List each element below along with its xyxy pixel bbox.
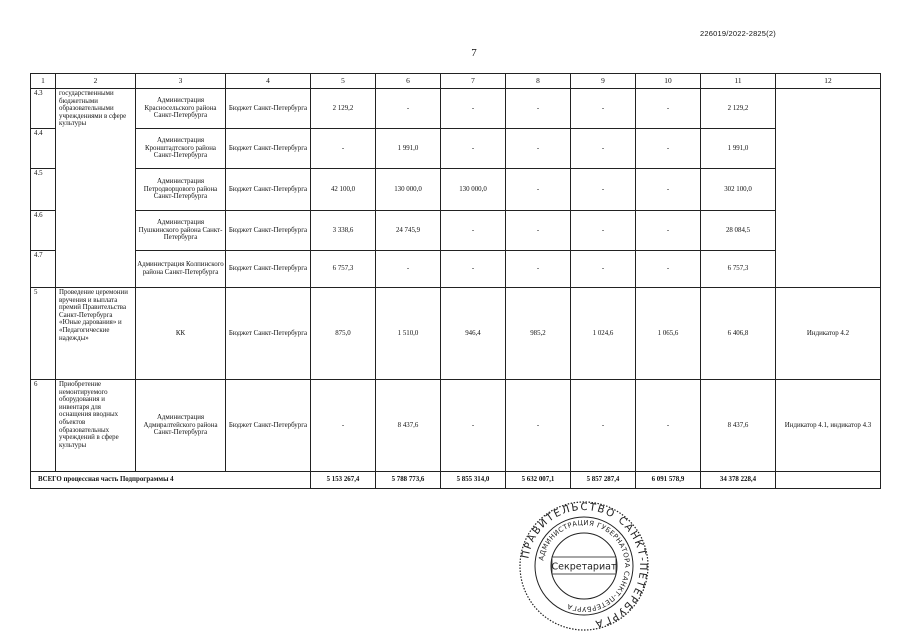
funding-source-cell: Бюджет Санкт-Петербурга bbox=[226, 380, 311, 472]
executor-cell: Администрация Колпинского района Санкт-Петербурга bbox=[136, 251, 226, 288]
total-year-value: 5 788 773,6 bbox=[376, 472, 441, 489]
funding-source-cell: Бюджет Санкт-Петербурга bbox=[226, 169, 311, 211]
year-value: 2 129,2 bbox=[311, 89, 376, 129]
year-value: 1 510,0 bbox=[376, 288, 441, 380]
column-number: 10 bbox=[636, 74, 701, 89]
year-value: 42 100,0 bbox=[311, 169, 376, 211]
year-value: 1 024,6 bbox=[571, 288, 636, 380]
year-value: - bbox=[636, 211, 701, 251]
budget-table bbox=[30, 73, 881, 489]
year-value: - bbox=[376, 251, 441, 288]
column-number: 1 bbox=[31, 74, 56, 89]
year-value: - bbox=[441, 251, 506, 288]
year-value: - bbox=[506, 211, 571, 251]
year-value: - bbox=[571, 380, 636, 472]
column-number: 9 bbox=[571, 74, 636, 89]
year-value: - bbox=[441, 89, 506, 129]
year-value: - bbox=[311, 380, 376, 472]
row-number: 4.7 bbox=[31, 251, 56, 288]
total-value: 6 406,8 bbox=[701, 288, 776, 380]
funding-source-cell: Бюджет Санкт-Петербурга bbox=[226, 251, 311, 288]
year-value: - bbox=[571, 89, 636, 129]
executor-cell: Администрация Петродворцового района Санкт-Петербурга bbox=[136, 169, 226, 211]
year-value: - bbox=[636, 129, 701, 169]
funding-source-cell: Бюджет Санкт-Петербурга bbox=[226, 89, 311, 129]
column-number: 11 bbox=[701, 74, 776, 89]
column-number: 8 bbox=[506, 74, 571, 89]
table-row bbox=[31, 211, 881, 251]
year-value: 24 745,9 bbox=[376, 211, 441, 251]
year-value: - bbox=[636, 380, 701, 472]
year-value: 6 757,3 bbox=[311, 251, 376, 288]
total-year-value: 6 091 578,9 bbox=[636, 472, 701, 489]
total-value: 2 129,2 bbox=[701, 89, 776, 129]
year-value: - bbox=[506, 129, 571, 169]
table-row bbox=[31, 251, 881, 288]
stamp-inner-text: АДМИНИСТРАЦИЯ ГУБЕРНАТОРА САНКТ-ПЕТЕРБУРГА bbox=[537, 518, 632, 614]
year-value: - bbox=[441, 380, 506, 472]
total-value: 6 757,3 bbox=[701, 251, 776, 288]
row-number: 5 bbox=[31, 288, 56, 380]
year-value: - bbox=[636, 169, 701, 211]
column-number-row bbox=[31, 74, 881, 89]
funding-source-cell: Бюджет Санкт-Петербурга bbox=[226, 288, 311, 380]
row-number: 4.5 bbox=[31, 169, 56, 211]
column-number: 12 bbox=[776, 74, 881, 89]
year-value: 875,0 bbox=[311, 288, 376, 380]
total-value: 302 100,0 bbox=[701, 169, 776, 211]
row-number: 4.6 bbox=[31, 211, 56, 251]
year-value: - bbox=[571, 251, 636, 288]
year-value: - bbox=[506, 89, 571, 129]
indicator-cell bbox=[776, 89, 881, 288]
official-stamp bbox=[518, 500, 650, 632]
column-number: 2 bbox=[56, 74, 136, 89]
total-year-value: 5 153 267,4 bbox=[311, 472, 376, 489]
column-number: 4 bbox=[226, 74, 311, 89]
indicator-cell: Индикатор 4.1, индикатор 4.3 bbox=[776, 380, 881, 472]
executor-cell: Администрация Адмиралтейского района Санкт-Петербурга bbox=[136, 380, 226, 472]
executor-cell: Администрация Пушкинского района Санкт-Петербурга bbox=[136, 211, 226, 251]
totals-row bbox=[31, 472, 881, 489]
grand-total-value: 34 378 228,4 bbox=[701, 472, 776, 489]
executor-cell: Администрация Кронштадтского района Санкт-Петербурга bbox=[136, 129, 226, 169]
executor-cell: КК bbox=[136, 288, 226, 380]
column-number: 5 bbox=[311, 74, 376, 89]
year-value: - bbox=[571, 129, 636, 169]
row-number: 6 bbox=[31, 380, 56, 472]
year-value: 3 338,6 bbox=[311, 211, 376, 251]
year-value: 130 000,0 bbox=[441, 169, 506, 211]
funding-source-cell: Бюджет Санкт-Петербурга bbox=[226, 129, 311, 169]
activity-name: Приобретение немонтируемого оборудования и инвентаря для оснащения вводных объектов образовательных учреждений в сфере культуры bbox=[56, 380, 136, 472]
year-value: 130 000,0 bbox=[376, 169, 441, 211]
year-value: - bbox=[506, 251, 571, 288]
year-value: - bbox=[376, 89, 441, 129]
year-value: 985,2 bbox=[506, 288, 571, 380]
column-number: 7 bbox=[441, 74, 506, 89]
table-row bbox=[31, 169, 881, 211]
year-value: 8 437,6 bbox=[376, 380, 441, 472]
total-year-value: 5 632 007,1 bbox=[506, 472, 571, 489]
executor-cell: Администрация Красносельского района Санкт-Петербурга bbox=[136, 89, 226, 129]
year-value: 946,4 bbox=[441, 288, 506, 380]
funding-source-cell: Бюджет Санкт-Петербурга bbox=[226, 211, 311, 251]
column-number: 6 bbox=[376, 74, 441, 89]
stamp-outer-text: ПРАВИТЕЛЬСТВО САНКТ-ПЕТЕРБУРГА bbox=[520, 501, 649, 630]
total-value: 8 437,6 bbox=[701, 380, 776, 472]
row-number: 4.4 bbox=[31, 129, 56, 169]
table-row bbox=[31, 380, 881, 472]
row-number: 4.3 bbox=[31, 89, 56, 129]
year-value: - bbox=[441, 129, 506, 169]
year-value: - bbox=[571, 169, 636, 211]
column-number: 3 bbox=[136, 74, 226, 89]
table-row bbox=[31, 288, 881, 380]
year-value: - bbox=[636, 89, 701, 129]
year-value: - bbox=[506, 380, 571, 472]
year-value: 1 991,0 bbox=[376, 129, 441, 169]
total-year-value: 5 855 314,0 bbox=[441, 472, 506, 489]
empty-cell bbox=[776, 472, 881, 489]
indicator-cell: Индикатор 4.2 bbox=[776, 288, 881, 380]
year-value: - bbox=[311, 129, 376, 169]
total-value: 28 084,5 bbox=[701, 211, 776, 251]
activity-name: Проведение церемонии вручения и выплата премий Правительства Санкт-Петербурга «Юные дарования» и «Педагогические надежды» bbox=[56, 288, 136, 380]
total-value: 1 991,0 bbox=[701, 129, 776, 169]
year-value: - bbox=[506, 169, 571, 211]
total-year-value: 5 857 287,4 bbox=[571, 472, 636, 489]
year-value: 1 065,6 bbox=[636, 288, 701, 380]
year-value: - bbox=[441, 211, 506, 251]
totals-label: ВСЕГО процессная часть Подпрограммы 4 bbox=[31, 472, 311, 489]
table-row bbox=[31, 89, 881, 129]
document-reference: 226019/2022-2825(2) bbox=[700, 29, 776, 38]
activity-name: государственными бюджетными образовательными учреждениями в сфере культуры bbox=[56, 89, 136, 288]
year-value: - bbox=[571, 211, 636, 251]
table-row bbox=[31, 129, 881, 169]
stamp-center-text: Секретариат bbox=[551, 561, 617, 573]
page-number: 7 bbox=[471, 47, 477, 59]
year-value: - bbox=[636, 251, 701, 288]
